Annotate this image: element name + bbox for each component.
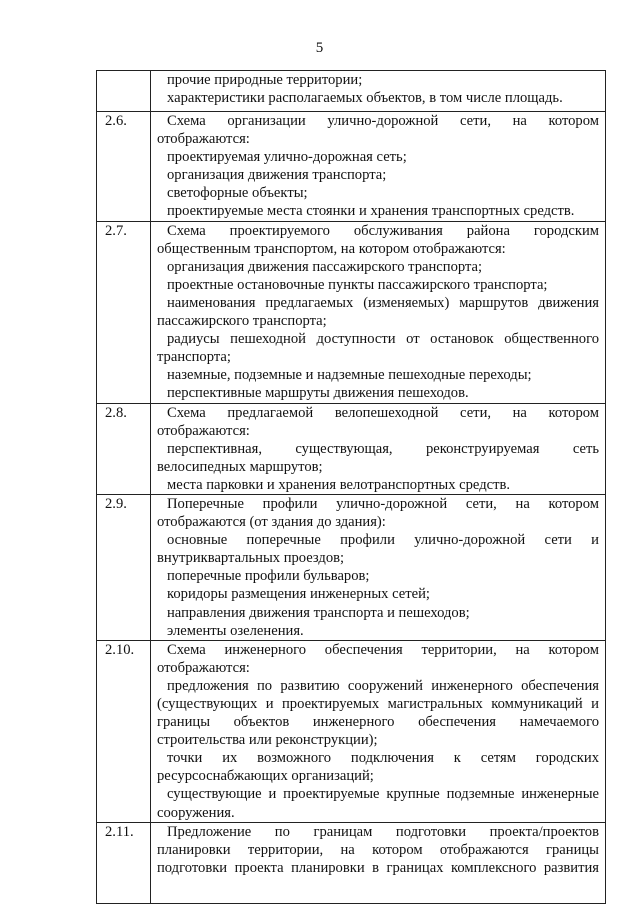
text-line: основные поперечные профили улично-дорожной сети и (167, 532, 599, 549)
table-row (97, 494, 606, 640)
text-line: организация движения пассажирского транспорта; (167, 258, 483, 275)
text-line: предложения по развитию сооружений инженерного обеспечения (167, 677, 599, 694)
text-line: радиусы пешеходной доступности от остановок общественного (167, 331, 599, 348)
section-text (151, 494, 606, 640)
text-line: проектируемая улично-дорожная сеть; (167, 149, 407, 166)
text-line: светофорные объекты; (167, 185, 308, 202)
section-text (151, 71, 606, 112)
table-row (97, 640, 606, 822)
text-line: организация движения транспорта; (167, 167, 387, 184)
text-line: перспективная, существующая, реконструируемая сеть (167, 440, 599, 457)
page-number: 5 (315, 40, 324, 56)
text-line: Поперечные профили улично-дорожной сети, на котором (167, 495, 599, 512)
text-line: отображаются: (157, 422, 250, 439)
section-text (151, 403, 606, 494)
text-line: места парковки и хранения велотранспортных средств. (167, 476, 511, 493)
text-line: существующие и проектируемые крупные подземные инженерные (167, 786, 599, 803)
text-line: перспективные маршруты движения пешеходов. (167, 385, 469, 402)
text-line: границы объектов инженерного обеспечения намечаемого (157, 714, 599, 731)
section-number (97, 71, 151, 112)
section-number: 2.10. (97, 640, 151, 822)
text-line: транспорта; (157, 349, 231, 366)
text-line: направления движения транспорта и пешеходов; (167, 604, 470, 621)
table-row (97, 112, 606, 222)
text-line: элементы озеленения. (167, 622, 304, 639)
text-line: отображаются (от здания до здания): (157, 514, 386, 531)
text-line: характеристики располагаемых объектов, в том числе площадь. (167, 90, 563, 107)
text-line: коридоры размещения инженерных сетей; (167, 586, 430, 603)
section-number: 2.9. (97, 494, 151, 640)
text-line: внутриквартальных проездов; (157, 550, 345, 567)
text-line: Схема проектируемого обслуживания района городским (167, 222, 599, 239)
text-line: планировки территории, на котором отображаются границы (157, 841, 599, 858)
text-line: Схема организации улично-дорожной сети, на котором (167, 113, 599, 129)
text-line: Схема инженерного обеспечения территории, на котором (167, 641, 599, 658)
section-number: 2.7. (97, 221, 151, 403)
text-line: (существующих и проектируемых магистральных коммуникаций и (157, 696, 599, 712)
section-text (151, 640, 606, 822)
text-line: сооружения. (157, 804, 235, 821)
text-line: общественным транспортом, на котором отображаются: (157, 240, 506, 257)
text-line: ресурсоснабжающих организаций; (157, 768, 374, 785)
section-number: 2.6. (97, 112, 151, 222)
sections-table (96, 70, 606, 904)
table-row (97, 71, 606, 112)
text-line: подготовки проекта планировки в границах комплексного развития (157, 859, 599, 876)
text-line: наземные, подземные и надземные пешеходные переходы; (167, 367, 532, 384)
text-line: точки их возможного подключения к сетям городских (167, 750, 599, 767)
text-line: велосипедных маршрутов; (157, 458, 323, 475)
text-line: Предложение по границам подготовки проекта/проектов (167, 823, 599, 840)
text-line: наименования предлагаемых (изменяемых) маршрутов движения (167, 294, 599, 311)
text-line: поперечные профили бульваров; (167, 568, 370, 585)
text-line: проектные остановочные пункты пассажирского транспорта; (167, 276, 548, 293)
text-line: Схема предлагаемой велопешеходной сети, на котором (167, 404, 599, 421)
section-number: 2.8. (97, 403, 151, 494)
table-row (97, 221, 606, 403)
text-line: прочие природные территории; (167, 72, 363, 88)
section-text (151, 822, 606, 903)
text-line: пассажирского транспорта; (157, 313, 327, 330)
section-text (151, 221, 606, 403)
text-line: отображаются: (157, 659, 250, 676)
text-line: строительства или реконструкции); (157, 732, 378, 749)
text-line: отображаются: (157, 131, 250, 148)
section-text (151, 112, 606, 222)
table-row (97, 822, 606, 903)
section-number: 2.11. (97, 822, 151, 903)
text-line: проектируемые места стоянки и хранения транспортных средств. (167, 203, 575, 220)
table-row (97, 403, 606, 494)
